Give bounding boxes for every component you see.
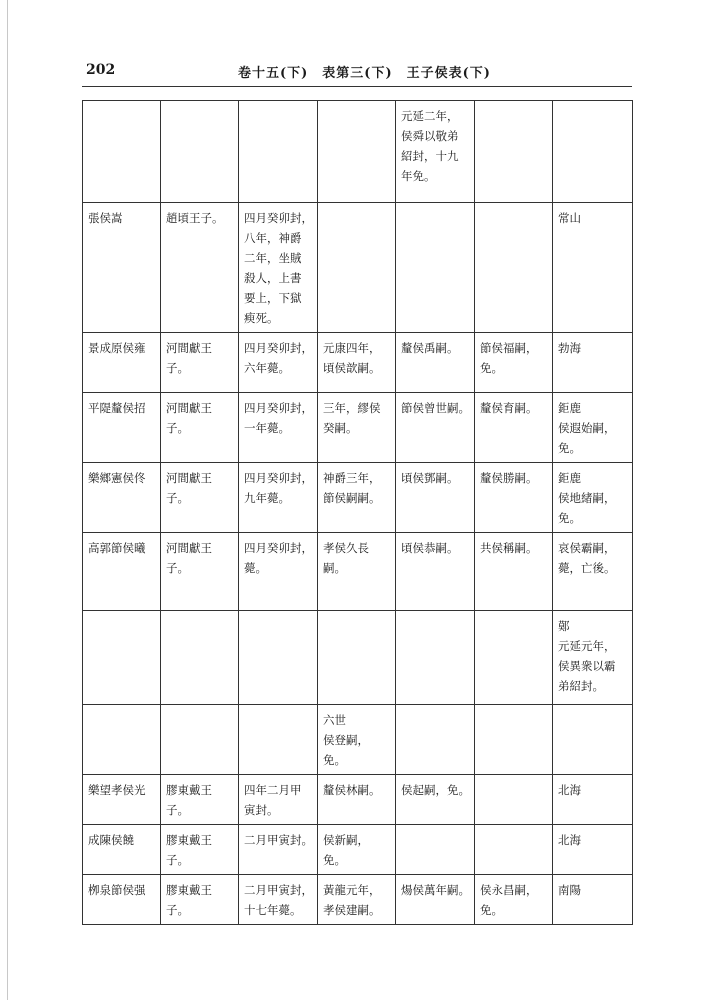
- table-cell: [239, 463, 318, 533]
- table-cell: [318, 705, 396, 775]
- table-row: [83, 393, 633, 463]
- cell-text: 鉅鹿 侯地緒嗣， 免。: [558, 471, 616, 525]
- table-row: [83, 705, 633, 775]
- table-cell: [475, 203, 553, 333]
- table-cell: [161, 775, 239, 825]
- table-cell: [239, 775, 318, 825]
- header-rule: [82, 86, 632, 87]
- cell-text: 平隄釐侯招: [88, 401, 146, 415]
- cell-text: 河間獻王子。: [166, 401, 212, 435]
- table-cell: [161, 393, 239, 463]
- table-cell: [318, 101, 396, 203]
- cell-text: 膠東戴王子。: [166, 783, 212, 817]
- table-cell: [83, 611, 161, 705]
- table-cell: [553, 533, 633, 611]
- cell-text: 鉅鹿 侯遐始嗣， 免。: [558, 401, 616, 455]
- cell-text: 南陽: [558, 883, 581, 897]
- cell-text: 景成原侯雍: [88, 341, 146, 355]
- table-cell: [161, 533, 239, 611]
- cell-text: 釐侯育嗣。: [480, 401, 538, 415]
- table-cell: [396, 825, 475, 875]
- cell-text: 北海: [558, 783, 581, 797]
- table-row: [83, 611, 633, 705]
- cell-text: 神爵三年， 節侯嗣嗣。: [323, 471, 381, 505]
- table-cell: [83, 203, 161, 333]
- table-cell: [553, 825, 633, 875]
- table-cell: [83, 101, 161, 203]
- cell-text: 釐侯勝嗣。: [480, 471, 538, 485]
- genealogy-table: [82, 100, 633, 925]
- table-cell: [83, 333, 161, 393]
- table-cell: [475, 393, 553, 463]
- table-cell: [396, 533, 475, 611]
- table-cell: [553, 393, 633, 463]
- table-cell: [239, 533, 318, 611]
- table-cell: [318, 333, 396, 393]
- table-cell: [396, 203, 475, 333]
- table-cell: [318, 875, 396, 925]
- cell-text: 栁泉節侯强: [88, 883, 146, 897]
- table-cell: [475, 463, 553, 533]
- cell-text: 樂鄉憲侯佟: [88, 471, 146, 485]
- cell-text: 高郭節侯曦: [88, 541, 146, 555]
- running-title: 卷十五(下) 表第三(下) 王子侯表(下): [238, 66, 491, 81]
- cell-text: 三年，繆侯 癸嗣。: [323, 401, 381, 435]
- table-cell: [553, 463, 633, 533]
- table-row: [83, 533, 633, 611]
- table-cell: [161, 333, 239, 393]
- table-cell: [553, 775, 633, 825]
- cell-text: 膠東戴王子。: [166, 883, 212, 917]
- table-cell: [475, 705, 553, 775]
- table-row: [83, 875, 633, 925]
- table-row: [83, 825, 633, 875]
- table-cell: [396, 333, 475, 393]
- cell-text: 二月甲寅封， 十七年薨。: [244, 883, 313, 917]
- table-cell: [475, 611, 553, 705]
- table-cell: [83, 775, 161, 825]
- table-cell: [318, 611, 396, 705]
- cell-text: 成陳侯饒: [88, 833, 134, 847]
- table-row: [83, 775, 633, 825]
- table-cell: [161, 875, 239, 925]
- cell-text: 四月癸卯封， 八年，神爵 二年，坐賊 殺人，上書 要上，下獄 瘐死。: [244, 211, 313, 325]
- table-cell: [83, 463, 161, 533]
- table-cell: [239, 611, 318, 705]
- cell-text: 常山: [558, 211, 581, 225]
- table-cell: [318, 463, 396, 533]
- table-cell: [396, 393, 475, 463]
- cell-text: 釐侯林嗣。: [323, 783, 381, 797]
- cell-text: 張侯嵩: [88, 211, 123, 225]
- cell-text: 二月甲寅封。: [244, 833, 313, 847]
- table-cell: [475, 825, 553, 875]
- table-cell: [161, 463, 239, 533]
- cell-text: 鄚 元延元年， 侯異衆以霸 弟紹封。: [558, 619, 616, 693]
- cell-text: 頃侯鄧嗣。: [401, 471, 459, 485]
- cell-text: 四月癸卯封， 九年薨。: [244, 471, 313, 505]
- cell-text: 釐侯禹嗣。: [401, 341, 459, 355]
- cell-text: 北海: [558, 833, 581, 847]
- cell-text: 四月癸卯封， 薨。: [244, 541, 313, 575]
- table-cell: [239, 203, 318, 333]
- table-cell: [553, 875, 633, 925]
- table-cell: [83, 393, 161, 463]
- cell-text: 四年二月甲 寅封。: [244, 783, 302, 817]
- table-row: [83, 333, 633, 393]
- cell-text: 四月癸卯封， 六年薨。: [244, 341, 313, 375]
- table-cell: [553, 611, 633, 705]
- page-header: [86, 62, 630, 86]
- table-cell: [475, 533, 553, 611]
- table-cell: [318, 203, 396, 333]
- table-cell: [239, 875, 318, 925]
- table-cell: [396, 875, 475, 925]
- cell-text: 元康四年， 頃侯歆嗣。: [323, 341, 381, 375]
- cell-text: 侯起嗣，免。: [401, 783, 470, 797]
- table-cell: [161, 705, 239, 775]
- cell-text: 元延二年， 侯舜以敬弟 紹封，十九 年免。: [401, 109, 459, 183]
- table-cell: [83, 825, 161, 875]
- table-cell: [239, 825, 318, 875]
- table-cell: [318, 533, 396, 611]
- table-cell: [396, 775, 475, 825]
- cell-text: 頃侯恭嗣。: [401, 541, 459, 555]
- table-cell: [553, 203, 633, 333]
- table-cell: [83, 533, 161, 611]
- table-cell: [161, 825, 239, 875]
- table-cell: [239, 393, 318, 463]
- table-cell: [396, 463, 475, 533]
- table-cell: [475, 875, 553, 925]
- table-cell: [161, 611, 239, 705]
- table-cell: [318, 825, 396, 875]
- cell-text: 孝侯久長嗣。: [323, 541, 369, 575]
- cell-text: 煬侯萬年嗣。: [401, 883, 470, 897]
- table-cell: [161, 101, 239, 203]
- cell-text: 河間獻王子。: [166, 471, 212, 505]
- page-number: 202: [86, 62, 116, 78]
- table-cell: [553, 333, 633, 393]
- table-cell: [475, 333, 553, 393]
- table-cell: [475, 775, 553, 825]
- table-cell: [396, 705, 475, 775]
- cell-text: 侯永昌嗣， 免。: [480, 883, 538, 917]
- cell-text: 膠東戴王子。: [166, 833, 212, 867]
- cell-text: 侯新嗣，免。: [323, 833, 369, 867]
- cell-text: 勃海: [558, 341, 581, 355]
- table-cell: [475, 101, 553, 203]
- table-cell: [318, 775, 396, 825]
- table-cell: [83, 705, 161, 775]
- cell-text: 趙頃王子。: [166, 211, 224, 225]
- cell-text: 節侯福嗣， 免。: [480, 341, 538, 375]
- cell-text: 四月癸卯封， 一年薨。: [244, 401, 313, 435]
- cell-text: 河間獻王子。: [166, 541, 212, 575]
- table-row: [83, 203, 633, 333]
- table-row: [83, 101, 633, 203]
- cell-text: 哀侯霸嗣， 薨，亡後。: [558, 541, 616, 575]
- table-row: [83, 463, 633, 533]
- table-cell: [239, 333, 318, 393]
- table-cell: [396, 611, 475, 705]
- cell-text: 樂望孝侯光: [88, 783, 146, 797]
- cell-text: 六世 侯登嗣，免。: [323, 713, 369, 767]
- page-edge-line: [7, 0, 8, 1000]
- cell-text: 河間獻王子。: [166, 341, 212, 375]
- table-cell: [239, 705, 318, 775]
- cell-text: 共侯稱嗣。: [480, 541, 538, 555]
- table-cell: [83, 875, 161, 925]
- cell-text: 黃龍元年， 孝侯建嗣。: [323, 883, 381, 917]
- table-cell: [553, 705, 633, 775]
- cell-text: 節侯曾世嗣。: [401, 401, 470, 415]
- table-cell: [396, 101, 475, 203]
- table-cell: [553, 101, 633, 203]
- table-cell: [318, 393, 396, 463]
- table-cell: [161, 203, 239, 333]
- table-cell: [239, 101, 318, 203]
